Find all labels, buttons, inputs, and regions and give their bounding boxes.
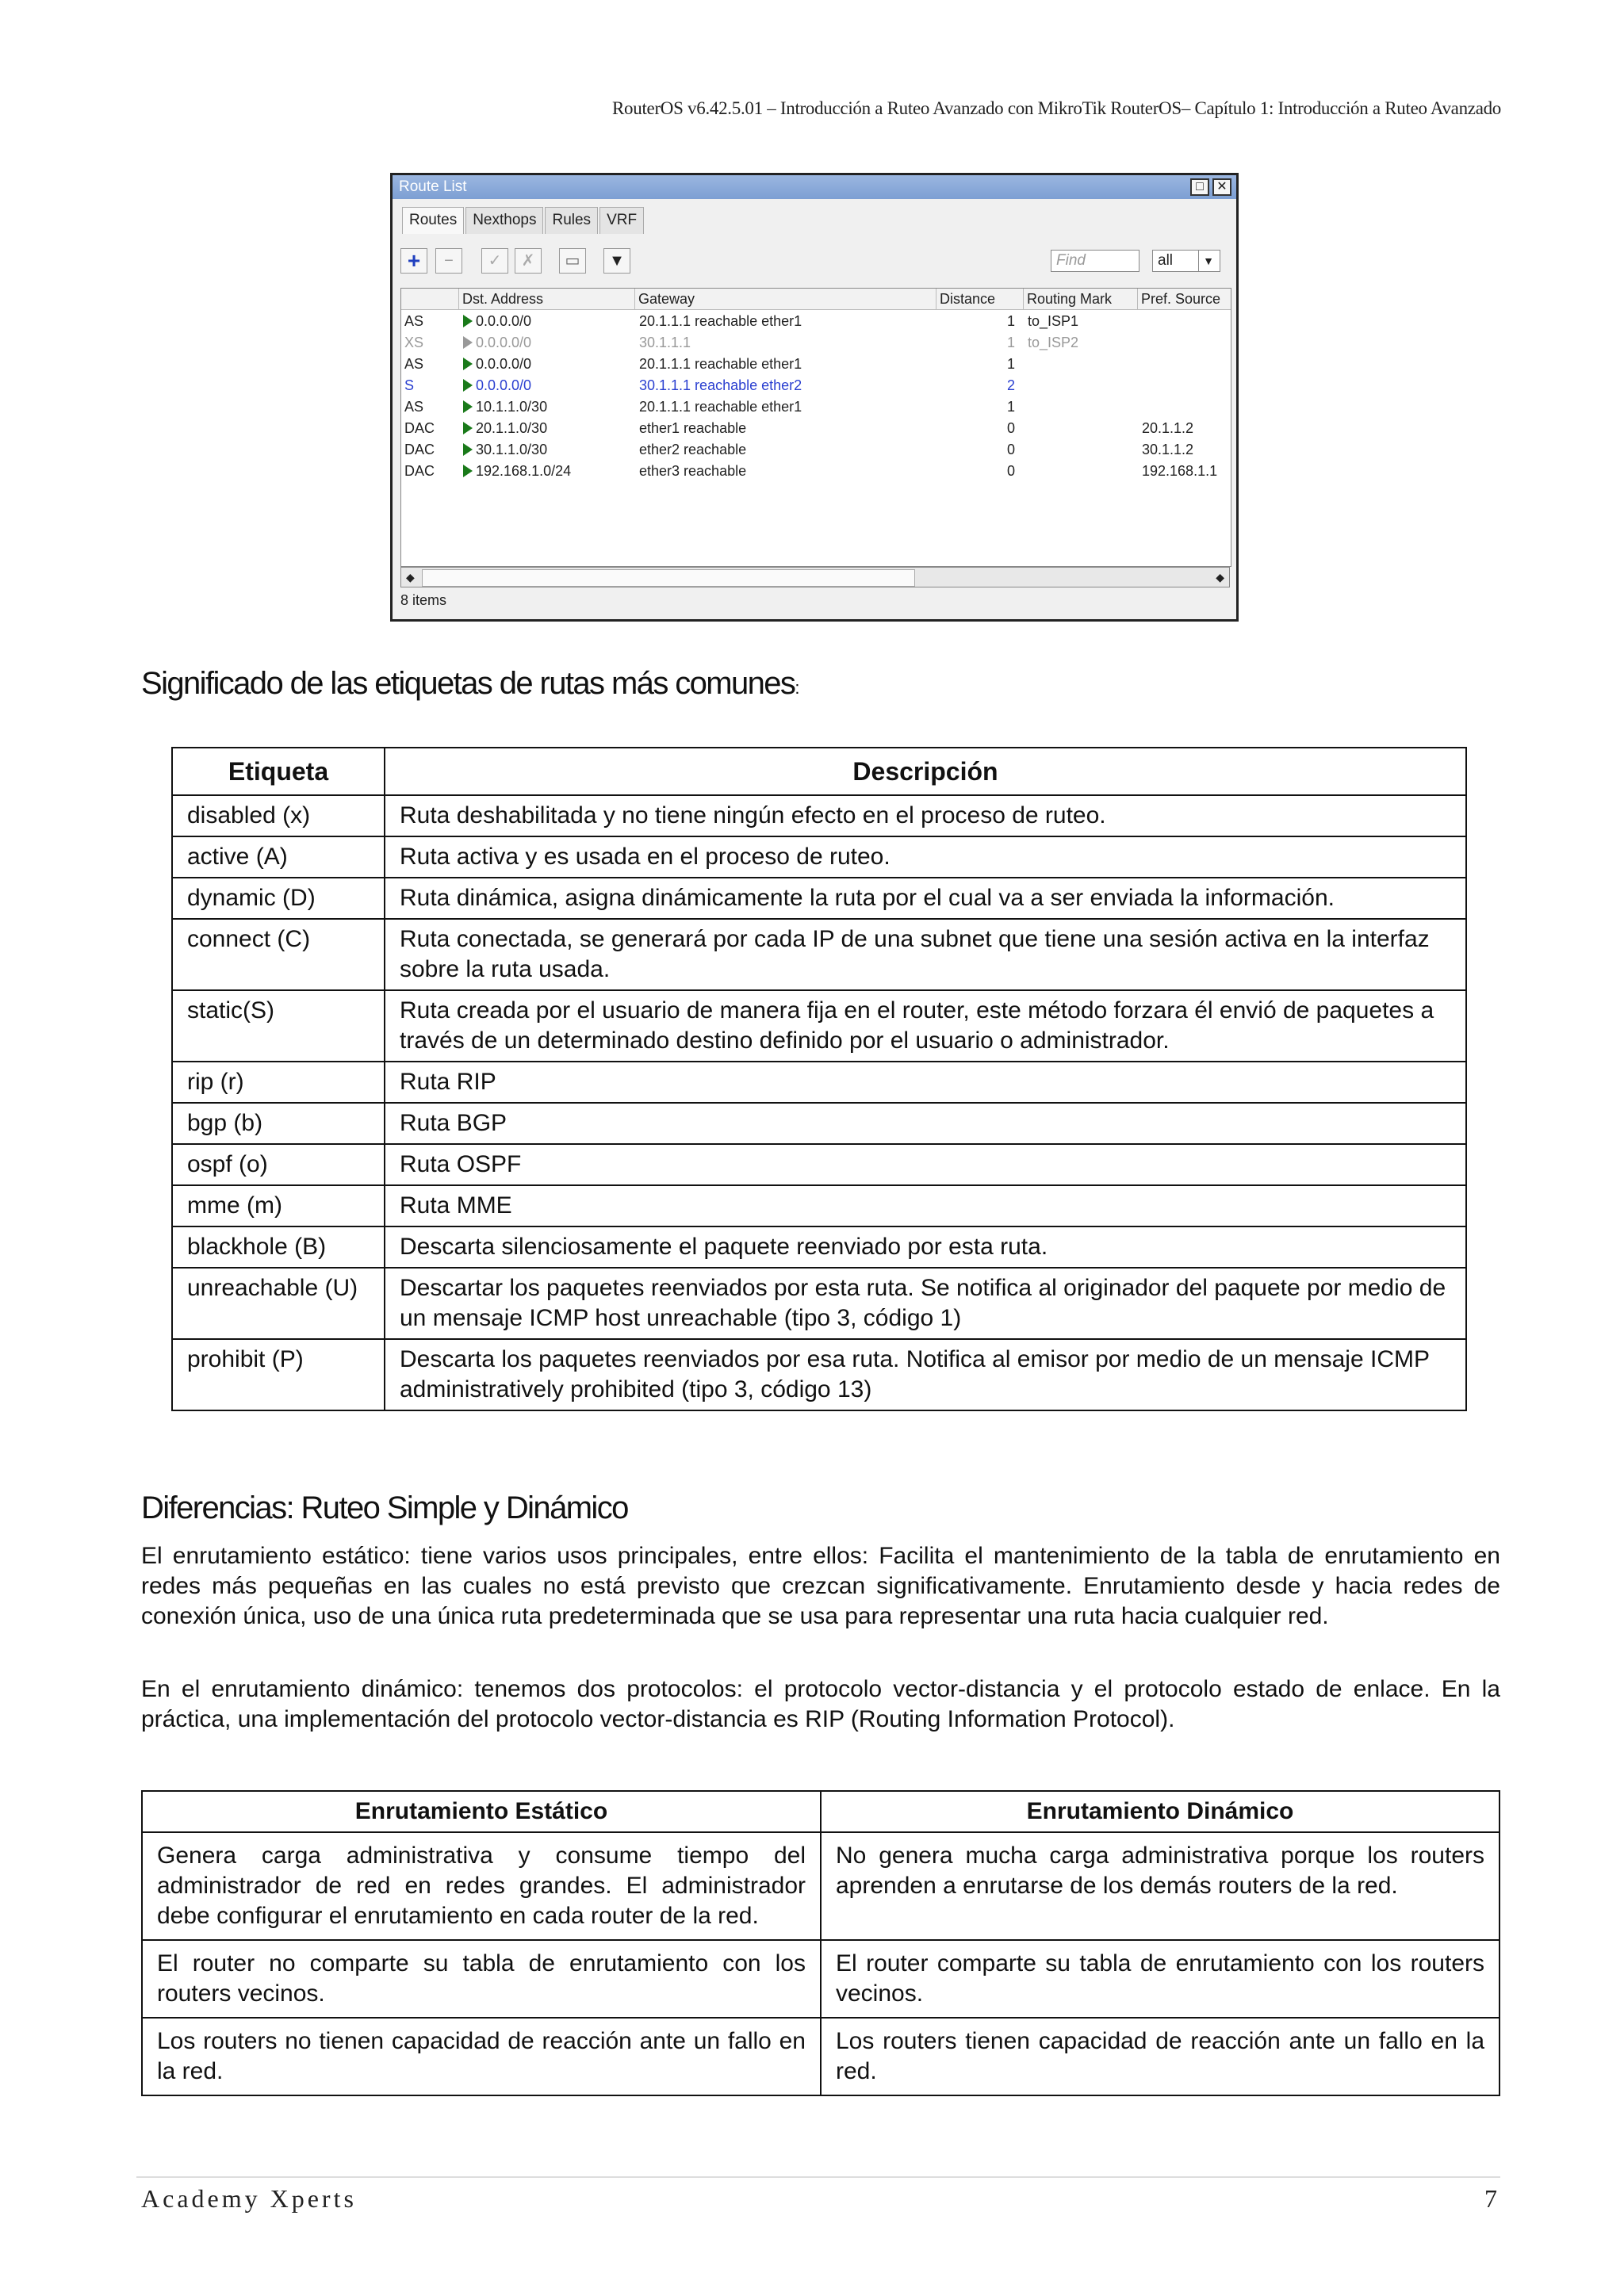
route-dst-text: 20.1.1.0/30	[476, 420, 548, 436]
route-distance-text: 1	[1006, 399, 1015, 415]
route-gateway-text: 20.1.1.1 reachable ether1	[639, 399, 802, 415]
tag-label: bgp (b)	[172, 1103, 385, 1144]
table-row	[172, 1144, 1466, 1185]
horizontal-scrollbar[interactable]	[400, 567, 1230, 587]
tag-label: disabled (x)	[172, 795, 385, 836]
table-row	[142, 1832, 1500, 1940]
route-dst-text: 10.1.1.0/30	[476, 399, 548, 415]
table-row	[142, 2018, 1500, 2095]
route-flag-text: DAC	[404, 463, 435, 479]
route-dst-text: 0.0.0.0/0	[476, 313, 532, 329]
find-input[interactable]: Find	[1051, 250, 1139, 272]
close-icon[interactable]: ✕	[1212, 178, 1231, 196]
section2-title: Diferencias: Ruteo Simple y Dinámico	[141, 1490, 628, 1525]
table-row	[172, 1185, 1466, 1226]
filter-icon[interactable]: ▼	[603, 248, 630, 274]
scroll-right-icon[interactable]: ◆	[1216, 571, 1224, 584]
col-routing-mark[interactable]: Routing Mark	[1023, 289, 1137, 309]
route-distance	[936, 332, 1015, 354]
route-flag	[404, 375, 452, 396]
static-cell: Los routers no tienen capacidad de reacción ante un fallo en la red.	[142, 2018, 821, 2095]
table-row[interactable]	[401, 396, 1231, 418]
route-distance-text: 1	[1006, 313, 1015, 329]
route-distance-text: 0	[1006, 463, 1015, 479]
scrollbar-thumb[interactable]	[422, 569, 915, 587]
route-dst-text: 192.168.1.0/24	[476, 463, 572, 479]
tab-nexthops[interactable]: Nexthops	[465, 207, 543, 234]
page-header: RouterOS v6.42.5.01 – Introducción a Ruteo Avanzado con MikroTik RouterOS– Capítulo 1: Introducción a Ruteo Avanzado	[612, 98, 1501, 118]
route-gateway	[639, 354, 933, 375]
route-dst-text: 30.1.1.0/30	[476, 442, 548, 457]
route-distance-text: 2	[1006, 377, 1015, 393]
tag-description: Ruta conectada, se generará por cada IP de una subnet que tiene una sesión activa en la interfaz sobre la ruta usada.	[385, 919, 1466, 990]
route-gateway-text: 30.1.1.1 reachable ether2	[639, 377, 802, 393]
route-gateway	[639, 311, 933, 332]
route-distance	[936, 375, 1015, 396]
col-distance[interactable]: Distance	[936, 289, 1023, 309]
route-gateway	[639, 418, 933, 439]
route-arrow-icon	[463, 315, 473, 327]
table-row	[172, 1103, 1466, 1144]
enable-icon[interactable]: ✓	[481, 248, 508, 274]
route-distance-text: 0	[1006, 442, 1015, 457]
route-pref-source	[1142, 418, 1229, 439]
route-flag	[404, 461, 452, 482]
table-row	[172, 1062, 1466, 1103]
filter-select[interactable]	[1152, 250, 1220, 272]
add-icon[interactable]: +	[400, 248, 427, 274]
route-flag	[404, 418, 452, 439]
route-arrow-icon	[463, 400, 473, 413]
tag-label: connect (C)	[172, 919, 385, 990]
route-dst	[463, 311, 631, 332]
route-gateway	[639, 375, 933, 396]
filter-select-value: all	[1158, 252, 1174, 269]
static-cell: El router no comparte su tabla de enrutamiento con los routers vecinos.	[142, 1940, 821, 2018]
tab-rules[interactable]: Rules	[545, 207, 598, 234]
route-arrow-icon	[463, 443, 473, 456]
tag-label: static(S)	[172, 990, 385, 1062]
table-row	[172, 990, 1466, 1062]
route-table	[400, 288, 1231, 567]
route-distance	[936, 396, 1015, 418]
toolbar	[400, 245, 1228, 277]
tag-description: Ruta RIP	[385, 1062, 1466, 1103]
maximize-icon[interactable]: □	[1190, 178, 1209, 196]
comparison-table	[141, 1790, 1500, 2096]
route-gateway	[639, 396, 933, 418]
table-row[interactable]	[401, 439, 1231, 461]
route-mark-text: to_ISP2	[1028, 335, 1079, 350]
route-dst	[463, 439, 631, 461]
route-pref-source	[1142, 439, 1229, 461]
tag-description: Ruta activa y es usada en el proceso de ruteo.	[385, 836, 1466, 878]
col-pref-source[interactable]: Pref. Source	[1137, 289, 1231, 309]
route-gateway-text: 20.1.1.1 reachable ether1	[639, 313, 802, 329]
col-gateway[interactable]: Gateway	[634, 289, 936, 309]
route-flag	[404, 311, 452, 332]
route-flag	[404, 439, 452, 461]
table-row	[172, 795, 1466, 836]
route-dst	[463, 354, 631, 375]
tag-label: ospf (o)	[172, 1144, 385, 1185]
route-gateway-text: ether2 reachable	[639, 442, 747, 457]
route-gateway	[639, 461, 933, 482]
table-row	[142, 1940, 1500, 2018]
route-flag-text: XS	[404, 335, 424, 350]
table-row	[172, 836, 1466, 878]
tag-label: active (A)	[172, 836, 385, 878]
route-distance	[936, 439, 1015, 461]
tag-description: Ruta BGP	[385, 1103, 1466, 1144]
route-flag-text: DAC	[404, 420, 435, 436]
table-row	[172, 1268, 1466, 1339]
tags-header-etiqueta: Etiqueta	[172, 748, 385, 795]
route-dst	[463, 461, 631, 482]
route-gateway	[639, 439, 933, 461]
route-pref-source-text: 30.1.1.2	[1142, 442, 1194, 457]
route-gateway-text: ether3 reachable	[639, 463, 747, 479]
route-distance	[936, 461, 1015, 482]
status-count: 8 items	[400, 592, 447, 608]
table-row[interactable]	[401, 354, 1231, 375]
paragraph-dynamic: En el enrutamiento dinámico: tenemos dos protocolos: el protocolo vector-distancia y el protocolo estado de enlace. En la práctica, una implementación del protocolo vector-distancia es RIP (Routing Information Protocol).	[141, 1676, 1500, 1732]
table-row[interactable]	[401, 332, 1231, 354]
window-title: Route List	[399, 178, 467, 195]
paragraph-static: El enrutamiento estático: tiene varios usos principales, entre ellos: Facilita el mantenimiento de la tabla de enrutamiento en redes más pequeñas en las cuales no está previsto que crezcan significativamente. Enrutamiento desde y hacia redes de conexión única, uso de una única ruta predeterminada que se usa para representar una ruta hacia cualquier red.	[141, 1543, 1500, 1629]
tag-label: mme (m)	[172, 1185, 385, 1226]
route-dst-text: 0.0.0.0/0	[476, 335, 532, 350]
route-distance	[936, 418, 1015, 439]
route-gateway-text: ether1 reachable	[639, 420, 747, 436]
comparison-header-static: Enrutamiento Estático	[142, 1791, 821, 1832]
route-dst	[463, 375, 631, 396]
route-pref-source-text: 192.168.1.1	[1142, 463, 1218, 479]
table-row[interactable]	[401, 418, 1231, 439]
comparison-header-dynamic: Enrutamiento Dinámico	[821, 1791, 1500, 1832]
disable-icon[interactable]: ✗	[515, 248, 542, 274]
section1-title: Significado de las etiquetas de rutas más comunes:	[141, 666, 800, 701]
route-flag-text: AS	[404, 313, 424, 329]
route-flag	[404, 332, 452, 354]
table-row	[172, 919, 1466, 990]
tab-vrf[interactable]: VRF	[599, 207, 644, 234]
comment-icon[interactable]: ▭	[559, 248, 586, 274]
route-table-header	[401, 289, 1231, 310]
route-pref-source-text: 20.1.1.2	[1142, 420, 1194, 436]
window-titlebar	[393, 175, 1236, 199]
route-dst	[463, 332, 631, 354]
route-pref-source	[1142, 461, 1229, 482]
route-mark-text: to_ISP1	[1028, 313, 1079, 329]
tag-description: Descarta silenciosamente el paquete reenviado por esta ruta.	[385, 1226, 1466, 1268]
route-arrow-icon	[463, 465, 473, 477]
tag-label: unreachable (U)	[172, 1268, 385, 1339]
remove-icon[interactable]: −	[435, 248, 462, 274]
route-gateway	[639, 332, 933, 354]
route-gateway-text: 30.1.1.1	[639, 335, 691, 350]
route-distance-text: 1	[1006, 356, 1015, 372]
tag-description: Ruta MME	[385, 1185, 1466, 1226]
tag-description: Descartar los paquetes reenviados por esta ruta. Se notifica al originador del paquete por medio de un mensaje ICMP host unreachable (tipo 3, código 1)	[385, 1268, 1466, 1339]
route-arrow-icon	[463, 358, 473, 370]
route-mark	[1028, 311, 1134, 332]
table-row	[172, 1339, 1466, 1410]
dynamic-cell: Los routers tienen capacidad de reacción ante un fallo en la red.	[821, 2018, 1500, 2095]
footer-brand: Academy Xperts	[141, 2184, 357, 2213]
route-mark	[1028, 332, 1134, 354]
tag-description: Ruta creada por el usuario de manera fija en el router, este método forzara él envió de paquetes a través de un determinado destino definido por el usuario o administrador.	[385, 990, 1466, 1062]
table-row	[172, 1226, 1466, 1268]
route-flag-text: DAC	[404, 442, 435, 457]
route-distance-text: 1	[1006, 335, 1015, 350]
col-dst-address[interactable]: Dst. Address	[458, 289, 634, 309]
route-arrow-icon	[463, 336, 473, 349]
route-arrow-icon	[463, 379, 473, 392]
route-list-window	[390, 173, 1239, 622]
tag-description: Ruta deshabilitada y no tiene ningún efecto en el proceso de ruteo.	[385, 795, 1466, 836]
route-flag-text: AS	[404, 356, 424, 372]
route-flag	[404, 354, 452, 375]
route-distance	[936, 354, 1015, 375]
tag-description: Ruta OSPF	[385, 1144, 1466, 1185]
static-cell: Genera carga administrativa y consume tiempo del administrador de red en redes grandes. El administrador debe configurar el enrutamiento en cada router de la red.	[142, 1832, 821, 1940]
route-flag-text: AS	[404, 399, 424, 415]
route-dst-text: 0.0.0.0/0	[476, 377, 532, 393]
tag-label: prohibit (P)	[172, 1339, 385, 1410]
dynamic-cell: No genera mucha carga administrativa porque los routers aprenden a enrutarse de los demás routers de la red.	[821, 1832, 1500, 1940]
route-flag	[404, 396, 452, 418]
route-dst-text: 0.0.0.0/0	[476, 356, 532, 372]
tag-description: Ruta dinámica, asigna dinámicamente la ruta por el cual va a ser enviada la información.	[385, 878, 1466, 919]
tab-bar	[402, 207, 645, 234]
footer-divider	[136, 2176, 1500, 2178]
route-flag-text: S	[404, 377, 415, 393]
chevron-down-icon: ▼	[1198, 251, 1218, 271]
route-distance-text: 0	[1006, 420, 1015, 436]
tag-description: Descarta los paquetes reenviados por esa ruta. Notifica al emisor por medio de un mensaje ICMP administratively prohibited (tipo 3, código 13)	[385, 1339, 1466, 1410]
scroll-left-icon[interactable]: ◆	[406, 571, 415, 584]
table-row[interactable]	[401, 311, 1231, 332]
tag-label: dynamic (D)	[172, 878, 385, 919]
tab-routes[interactable]: Routes	[402, 207, 464, 234]
route-dst	[463, 396, 631, 418]
table-row[interactable]	[401, 461, 1231, 482]
route-dst	[463, 418, 631, 439]
tags-header-descripcion: Descripción	[385, 748, 1466, 795]
route-gateway-text: 20.1.1.1 reachable ether1	[639, 356, 802, 372]
route-distance	[936, 311, 1015, 332]
route-arrow-icon	[463, 422, 473, 434]
tag-label: blackhole (B)	[172, 1226, 385, 1268]
dynamic-cell: El router comparte su tabla de enrutamiento con los routers vecinos.	[821, 1940, 1500, 2018]
tags-table	[171, 747, 1467, 1411]
table-row	[172, 878, 1466, 919]
page-number: 7	[1484, 2184, 1497, 2213]
table-row[interactable]	[401, 375, 1231, 396]
tag-label: rip (r)	[172, 1062, 385, 1103]
